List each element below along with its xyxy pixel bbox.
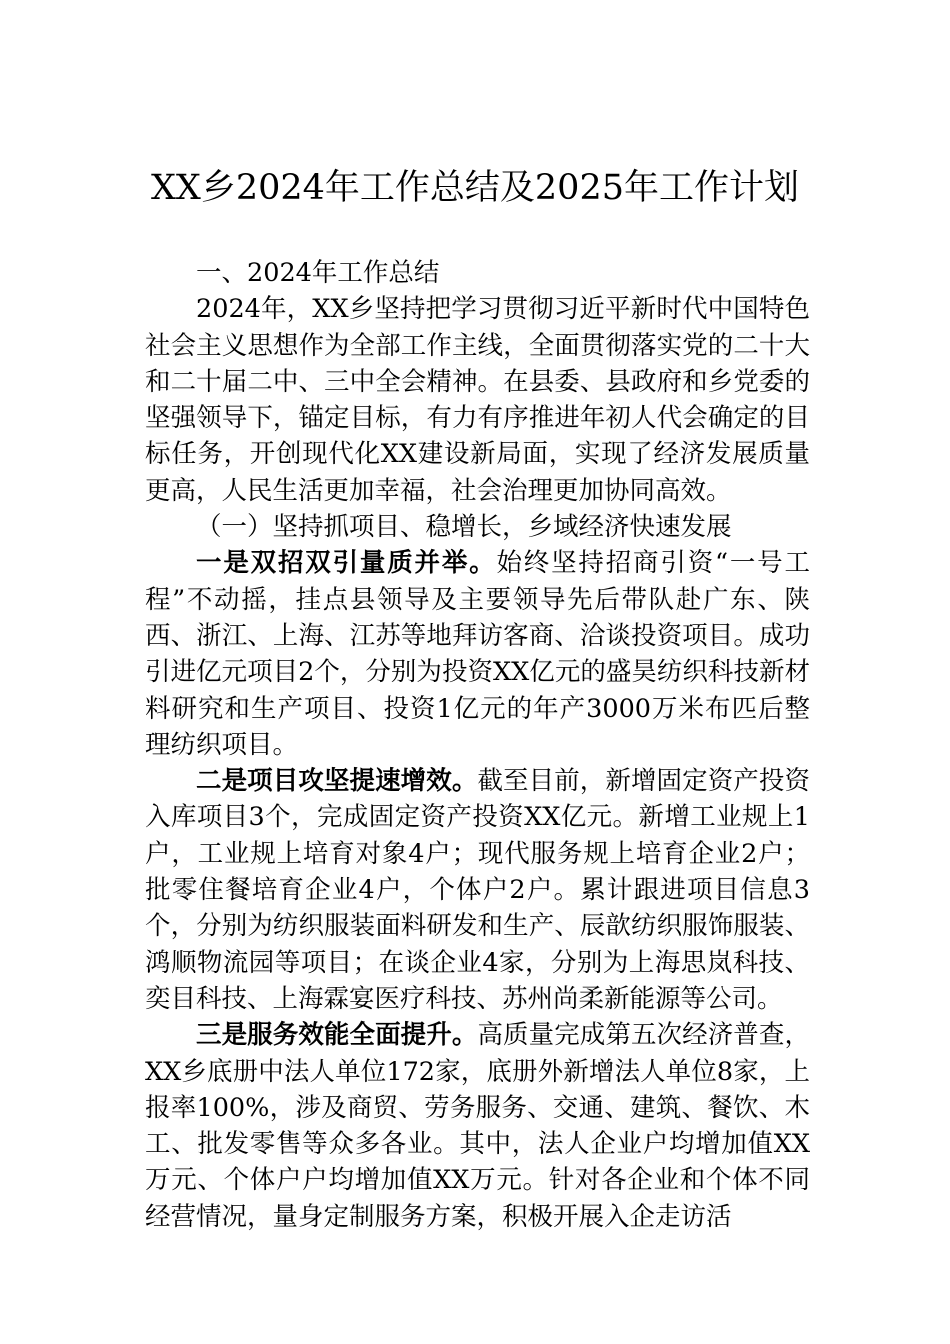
item-1-lead: 一是双招双引量质并举。 [196, 548, 497, 579]
document-body [145, 255, 810, 1235]
document-title: XX乡2024年工作总结及2025年工作计划 [151, 168, 799, 208]
intro-paragraph: 2024年，XX乡坚持把学习贯彻习近平新时代中国特色社会主义思想作为全部工作主线，全面贯彻落实党的二十大和二十届二中、三中全会精神。在县委、县政府和乡党委的坚强领导下，锚定目标，有力有序推进年初人代会确定的目标任务，开创现代化XX建设新局面，实现了经济发展质量更高，人民生活更加幸福，社会治理更加协同高效。 [145, 294, 810, 506]
section-heading: 一、2024年工作总结 [196, 258, 440, 288]
paragraph-item-2 [145, 763, 810, 1017]
item-3-lead: 三是服务效能全面提升。 [196, 1020, 478, 1051]
item-2-text: 截至目前，新增固定资产投资入库项目3个，完成固定资产投资XX亿元。新增工业规上1户，工业规上培育对象4户；现代服务规上培育企业2户；批零住餐培育企业4户，个体户2户。累计跟进项目信息3个，分别为纺织服装面料研发和生产、辰歆纺织服饰服装、鸿顺物流园等项目；在谈企业4家，分别为上海思岚科技、奕目科技、上海霖宴医疗科技、苏州尚柔新能源等公司。 [145, 766, 810, 1014]
subsection-heading: （一）坚持抓项目、稳增长，乡域经济快速发展 [196, 512, 732, 543]
paragraph-item-1 [145, 545, 810, 763]
item-2-lead: 二是项目攻坚提速增效。 [196, 766, 478, 797]
item-1-text: 始终坚持招商引资“一号工程”不动摇，挂点县领导及主要领导先后带队赴广东、陕西、浙江、上海、江苏等地拜访客商、洽谈投资项目。成功引进亿元项目2个，分别为投资XX亿元的盛昊纺织科技新材料研究和生产项目、投资1亿元的年产3000万米布匹后整理纺织项目。 [145, 548, 810, 760]
item-3-text: 高质量完成第五次经济普查，XX乡底册中法人单位172家，底册外新增法人单位8家，上报率100%，涉及商贸、劳务服务、交通、建筑、餐饮、木工、批发零售等众多各业。其中，法人企业户均增加值XX万元、个体户户均增加值XX万元。针对各企业和个体不同经营情况，量身定制服务方案，积极开展入企走访活 [145, 1020, 810, 1232]
paragraph-item-3 [145, 1017, 810, 1235]
